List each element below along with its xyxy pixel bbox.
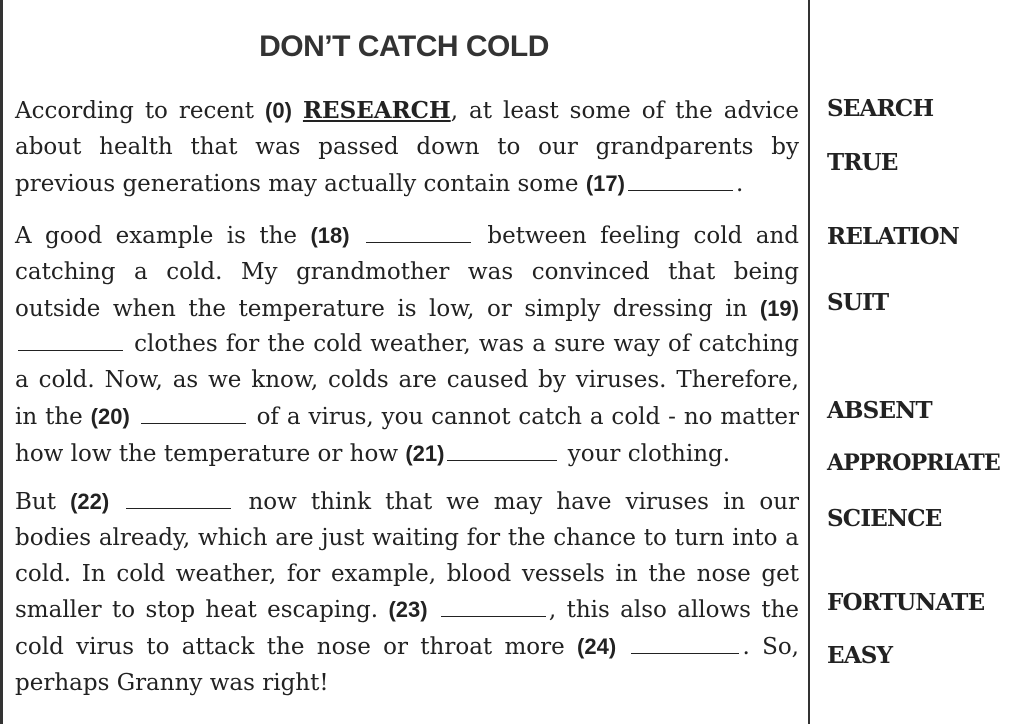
text: between feeling cold and catching a cold. My grandmother was convinced that being outside when the temperature is low, or simply dressing in [15,223,799,322]
paragraph-3 [15,484,799,702]
text: , at least some of the advice about health that was passed down to our grandparents by previous generations may actually contain some [15,98,800,197]
cue-word: TRUE [827,149,898,176]
blank-19[interactable] [18,349,123,351]
cue-word: EASY [827,642,893,669]
blank-18[interactable] [366,241,471,243]
cue-word: ABSENT [827,397,932,424]
gap-number-18: (18) [310,223,350,248]
text: A good example is the [15,223,311,249]
cue-word: FORTUNATE [827,589,985,616]
cue-word: RELATION [827,223,959,250]
blank-17[interactable] [628,189,733,191]
blank-22[interactable] [126,507,231,509]
cue-word: SEARCH [827,95,934,122]
gap-number-17: (17) [585,170,625,196]
worksheet-title: DON’T CATCH COLD [259,30,549,63]
gap-number-19: (19) [759,295,799,321]
text: , this also allows the cold virus to attack the nose or throat more [15,597,800,661]
text: your clothing. [560,440,731,467]
example-answer: RESEARCH [302,97,451,124]
text: . So, perhaps Granny was right! [15,634,799,696]
cue-word: SCIENCE [827,505,942,532]
text: But [15,489,71,515]
cue-word: SUIT [827,289,889,316]
text: of a virus, you cannot catch a cold - no matter how low the temperature or how [15,403,799,467]
blank-21[interactable] [447,459,557,461]
gap-number-22: (22) [70,489,110,514]
left-border [0,0,3,724]
paragraph-1 [15,93,799,202]
gap-number-0: (0) [265,98,292,123]
gap-number-21: (21) [405,440,445,466]
column-divider [808,0,810,724]
cue-word: APPROPRIATE [827,450,1000,476]
blank-23[interactable] [441,615,546,617]
gap-number-20: (20) [90,403,130,429]
paragraph-2 [15,218,799,473]
text: clothes for the cold weather, was a sure way of catching a cold. Now, as we know, colds are caused by viruses. Therefore, in the [15,331,799,430]
text: According to recent [15,98,266,124]
gap-number-24: (24) [577,634,617,660]
blank-20[interactable] [141,422,246,424]
text: now think that we may have viruses in our bodies already, which are just waiting for the chance to turn into a cold. In cold weather, for example, blood vessels in the nose get smaller to stop heat escaping. [15,489,800,624]
blank-24[interactable] [631,652,739,654]
text: . [735,170,744,197]
gap-number-23: (23) [388,597,428,623]
